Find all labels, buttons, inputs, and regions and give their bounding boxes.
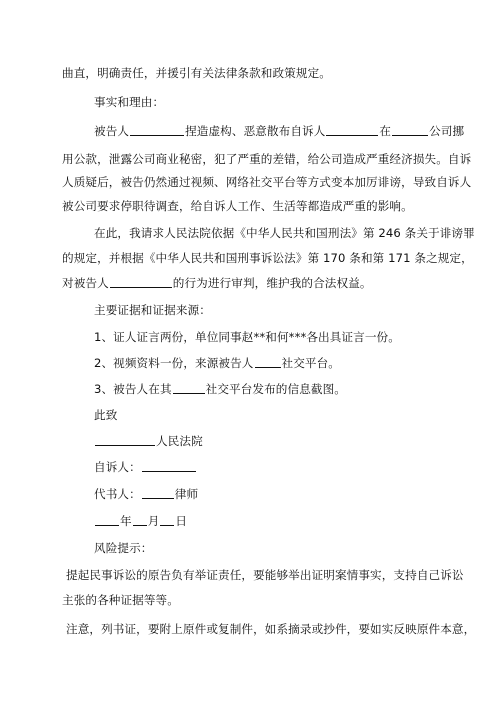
section-heading-evidence bbox=[94, 303, 211, 317]
text: 社交平台。 bbox=[281, 356, 340, 370]
text: 的规定，并根据《中华人民共和国刑事诉讼法》第 170 条和第 171 条之规定， bbox=[62, 251, 473, 265]
text: 在此，我请求人民法院依据《中华人民共和国刑法》第 246 条关于诽谤罪 bbox=[94, 226, 475, 240]
paragraph-line bbox=[62, 175, 471, 189]
salutation bbox=[94, 408, 117, 422]
paragraph-line bbox=[62, 251, 473, 265]
evidence-item bbox=[94, 356, 340, 370]
paragraph-line bbox=[62, 199, 413, 213]
text: 提起民事诉讼的原告负有举证责任，要能够举出证明案情事实，支持自己诉讼 bbox=[66, 568, 464, 582]
text: 事实和理由： bbox=[94, 95, 165, 109]
text: 在 bbox=[379, 124, 392, 138]
blank-line bbox=[95, 434, 155, 446]
paragraph-line bbox=[62, 276, 372, 290]
date-line bbox=[94, 514, 187, 528]
blank-line bbox=[392, 124, 428, 136]
section-heading-risk bbox=[94, 541, 152, 555]
paragraph-line bbox=[94, 124, 464, 138]
text: 曲直，明确责任，并援引有关法律条款和政策规定。 bbox=[62, 66, 331, 80]
text: 的行为进行审判，维护我的合法权益。 bbox=[172, 276, 372, 290]
text: 月 bbox=[147, 514, 160, 528]
court-name-line bbox=[94, 434, 203, 448]
paragraph-line bbox=[62, 593, 179, 607]
text: 年 bbox=[120, 514, 132, 528]
paragraph-line bbox=[62, 152, 471, 166]
scribe-signature-line bbox=[94, 487, 198, 501]
text: 被公司要求停职待调查，给自诉人工作、生活等都造成严重的影响。 bbox=[62, 199, 413, 213]
blank-line bbox=[255, 356, 281, 368]
text: 此致 bbox=[94, 408, 118, 422]
paragraph-line bbox=[66, 622, 475, 636]
blank-line bbox=[160, 514, 174, 526]
text: 自诉人： bbox=[94, 460, 141, 474]
paragraph-line bbox=[94, 226, 475, 240]
text: 对被告人 bbox=[62, 276, 109, 290]
blank-line bbox=[173, 382, 205, 394]
text: 主张的各种证据等等。 bbox=[62, 593, 179, 607]
text: 注意，列书证，要附上原件或复制件，如系摘录或抄件，要如实反映原件本意， bbox=[66, 622, 476, 636]
text: 3、被告人在其 bbox=[94, 382, 172, 396]
text: 人民法院 bbox=[156, 434, 203, 448]
text: 风险提示： bbox=[94, 541, 153, 555]
blank-line bbox=[326, 124, 378, 136]
section-heading-facts bbox=[94, 95, 164, 109]
blank-line bbox=[142, 460, 196, 472]
evidence-item bbox=[94, 382, 346, 396]
text: 被告人 bbox=[94, 124, 130, 138]
text: 律师 bbox=[174, 487, 199, 501]
text: 1、证人证言两份，单位同事赵**和何***各出具证言一份。 bbox=[94, 330, 400, 344]
blank-line bbox=[110, 276, 172, 288]
plaintiff-signature-line bbox=[94, 460, 197, 474]
text: 用公款，泄露公司商业秘密，犯了严重的差错，给公司造成严重经济损失。自诉 bbox=[62, 152, 472, 166]
text: 社交平台发布的信息截图。 bbox=[205, 382, 346, 396]
text: 公司挪 bbox=[429, 124, 465, 138]
text: 日 bbox=[175, 514, 188, 528]
text: 人质疑后，被告仍然通过视频、网络社交平台等方式变本加厉诽谤，导致自诉人 bbox=[62, 175, 472, 189]
blank-line bbox=[95, 514, 119, 526]
text: 主要证据和证据来源： bbox=[94, 303, 211, 317]
blank-line bbox=[142, 487, 174, 499]
blank-line bbox=[130, 124, 184, 136]
paragraph-line bbox=[66, 568, 464, 582]
text: 捏造虚构、恶意散布自诉人 bbox=[185, 124, 326, 138]
text: 代书人： bbox=[94, 487, 141, 501]
blank-line bbox=[133, 514, 147, 526]
text: 2、视频资料一份，来源被告人 bbox=[94, 356, 254, 370]
paragraph-line bbox=[62, 66, 331, 80]
evidence-item bbox=[94, 330, 400, 344]
